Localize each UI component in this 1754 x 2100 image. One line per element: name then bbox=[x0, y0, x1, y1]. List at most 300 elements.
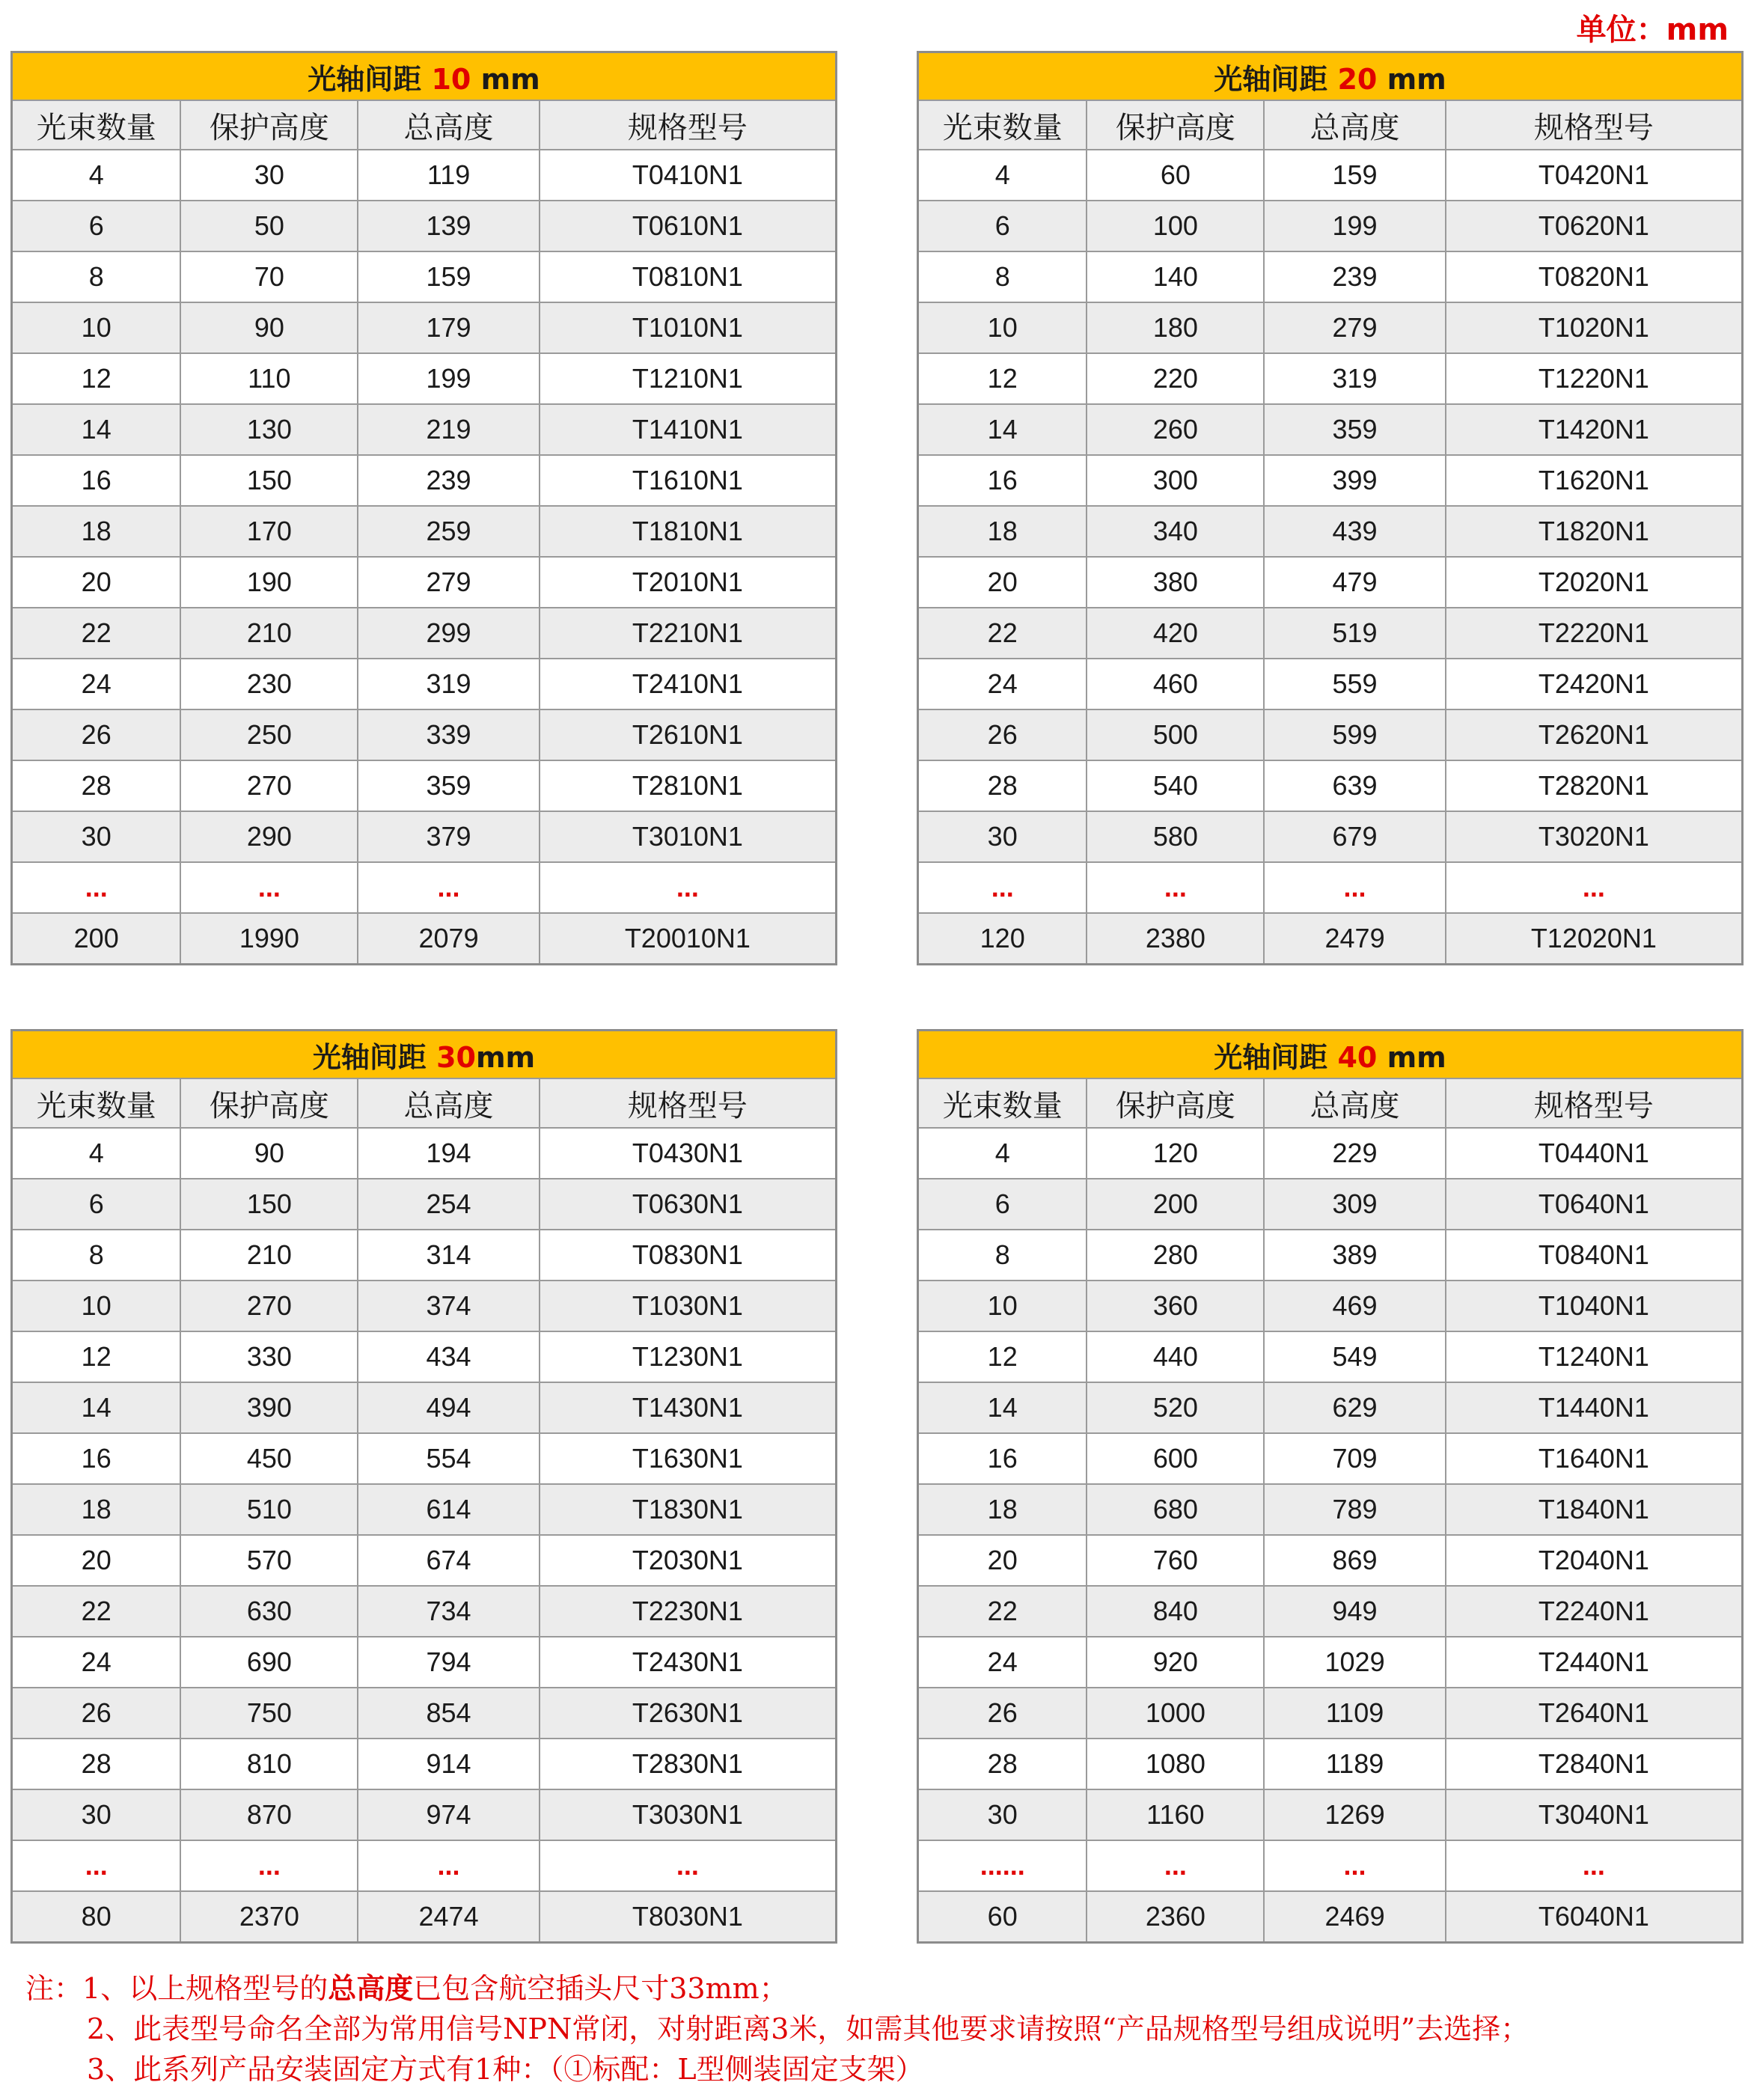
column-header: 保护高度 bbox=[1087, 1078, 1264, 1128]
table-row bbox=[12, 506, 837, 557]
note-1-bold: 总高度 bbox=[328, 1972, 414, 2005]
table-row bbox=[12, 404, 837, 455]
table-cell: T6040N1 bbox=[1446, 1891, 1743, 1943]
title-unit: mm bbox=[1377, 62, 1446, 96]
table-cell: 26 bbox=[12, 709, 181, 760]
table-cell: T1830N1 bbox=[540, 1484, 837, 1535]
table-row bbox=[12, 1637, 837, 1688]
table-cell: 230 bbox=[180, 659, 358, 709]
table-cell: ... bbox=[540, 1840, 837, 1891]
table-cell: 290 bbox=[180, 811, 358, 862]
table-row bbox=[918, 1688, 1743, 1739]
table-cell: 309 bbox=[1264, 1179, 1445, 1230]
table-cell: 16 bbox=[12, 455, 181, 506]
table-row bbox=[12, 1179, 837, 1230]
table-cell: 680 bbox=[1087, 1484, 1264, 1535]
table-row bbox=[12, 1891, 837, 1943]
table-cell: T2210N1 bbox=[540, 608, 837, 659]
table-cell: 374 bbox=[358, 1281, 539, 1331]
table-cell: 8 bbox=[918, 1230, 1087, 1281]
table-title bbox=[918, 52, 1743, 101]
table-cell: T1010N1 bbox=[540, 302, 837, 353]
table-cell: 279 bbox=[358, 557, 539, 608]
table-cell: 2469 bbox=[1264, 1891, 1445, 1943]
table-cell: T1240N1 bbox=[1446, 1331, 1743, 1382]
column-header: 保护高度 bbox=[180, 100, 358, 150]
table-row bbox=[918, 353, 1743, 404]
table-cell: 10 bbox=[12, 302, 181, 353]
table-cell: T1040N1 bbox=[1446, 1281, 1743, 1331]
table-cell: T3030N1 bbox=[540, 1789, 837, 1840]
spec-table-40mm bbox=[917, 1029, 1744, 1944]
table-cell: ... bbox=[12, 1840, 181, 1891]
table-cell: 200 bbox=[1087, 1179, 1264, 1230]
table-cell: 6 bbox=[918, 1179, 1087, 1230]
table-cell: 520 bbox=[1087, 1382, 1264, 1433]
table-cell: 199 bbox=[358, 353, 539, 404]
table-cell: T1030N1 bbox=[540, 1281, 837, 1331]
table-cell: T2830N1 bbox=[540, 1739, 837, 1789]
title-spacing-value: 10 bbox=[431, 62, 471, 96]
title-prefix: 光轴间距 bbox=[312, 1040, 437, 1074]
title-spacing-value: 40 bbox=[1337, 1040, 1378, 1074]
title-prefix: 光轴间距 bbox=[308, 62, 432, 96]
table-cell: 270 bbox=[180, 760, 358, 811]
table-cell: T0630N1 bbox=[540, 1179, 837, 1230]
table-row bbox=[918, 1179, 1743, 1230]
table-cell: 8 bbox=[918, 251, 1087, 302]
note-line-3: 3、此系列产品安装固定方式有1种：（①标配：L型侧装固定支架） bbox=[87, 2053, 924, 2086]
table-row bbox=[918, 1128, 1743, 1179]
table-cell: ... bbox=[358, 1840, 539, 1891]
table-cell: 639 bbox=[1264, 760, 1445, 811]
table-row bbox=[12, 659, 837, 709]
table-row bbox=[918, 1331, 1743, 1382]
table-cell: 190 bbox=[180, 557, 358, 608]
table-cell: 319 bbox=[1264, 353, 1445, 404]
table-cell: 10 bbox=[918, 1281, 1087, 1331]
column-header: 规格型号 bbox=[540, 1078, 837, 1128]
table-cell: 179 bbox=[358, 302, 539, 353]
table-cell: 359 bbox=[358, 760, 539, 811]
table-cell: 450 bbox=[180, 1433, 358, 1484]
column-header: 总高度 bbox=[1264, 100, 1445, 150]
table-cell: T2620N1 bbox=[1446, 709, 1743, 760]
table-row bbox=[918, 862, 1743, 913]
table-cell: 469 bbox=[1264, 1281, 1445, 1331]
table-cell: 1029 bbox=[1264, 1637, 1445, 1688]
table-cell: 440 bbox=[1087, 1331, 1264, 1382]
table-cell: 810 bbox=[180, 1739, 358, 1789]
table-cell: 28 bbox=[918, 1739, 1087, 1789]
table-cell: T1230N1 bbox=[540, 1331, 837, 1382]
table-cell: T2410N1 bbox=[540, 659, 837, 709]
table-cell: T0440N1 bbox=[1446, 1128, 1743, 1179]
table-cell: 60 bbox=[1087, 150, 1264, 201]
table-cell: T2020N1 bbox=[1446, 557, 1743, 608]
table-cell: 2380 bbox=[1087, 913, 1264, 965]
table-row bbox=[12, 1739, 837, 1789]
table-row bbox=[918, 1230, 1743, 1281]
table-cell: 339 bbox=[358, 709, 539, 760]
table-cell: 540 bbox=[1087, 760, 1264, 811]
table-row bbox=[12, 760, 837, 811]
table-row bbox=[12, 1586, 837, 1637]
table-cell: 12 bbox=[12, 353, 181, 404]
table-cell: 500 bbox=[1087, 709, 1264, 760]
table-cell: 554 bbox=[358, 1433, 539, 1484]
title-unit: mm bbox=[471, 62, 540, 96]
table-cell: T1420N1 bbox=[1446, 404, 1743, 455]
table-cell: 90 bbox=[180, 1128, 358, 1179]
title-unit: mm bbox=[475, 1040, 536, 1074]
table-cell: 16 bbox=[918, 1433, 1087, 1484]
table-cell: T2040N1 bbox=[1446, 1535, 1743, 1586]
table-cell: 20 bbox=[12, 1535, 181, 1586]
column-header: 规格型号 bbox=[1446, 1078, 1743, 1128]
note-1-post: 已包含航空插头尺寸33mm； bbox=[413, 1972, 788, 2005]
table-row bbox=[12, 557, 837, 608]
table-cell: 24 bbox=[918, 1637, 1087, 1688]
table-cell: 1189 bbox=[1264, 1739, 1445, 1789]
table-cell: 22 bbox=[12, 608, 181, 659]
table-row bbox=[918, 1586, 1743, 1637]
table-row bbox=[12, 913, 837, 965]
table-row bbox=[12, 1484, 837, 1535]
table-cell: 50 bbox=[180, 201, 358, 251]
title-prefix: 光轴间距 bbox=[1214, 1040, 1338, 1074]
table-cell: 630 bbox=[180, 1586, 358, 1637]
table-cell: 2079 bbox=[358, 913, 539, 965]
table-cell: 219 bbox=[358, 404, 539, 455]
notes bbox=[25, 1968, 1739, 2090]
table-cell: 399 bbox=[1264, 455, 1445, 506]
table-cell: 869 bbox=[1264, 1535, 1445, 1586]
table-cell: 120 bbox=[1087, 1128, 1264, 1179]
table-cell: ... bbox=[1087, 862, 1264, 913]
table-cell: 330 bbox=[180, 1331, 358, 1382]
table-cell: T1430N1 bbox=[540, 1382, 837, 1433]
table-cell: 180 bbox=[1087, 302, 1264, 353]
table-row bbox=[918, 659, 1743, 709]
column-header: 总高度 bbox=[358, 1078, 539, 1128]
note-label: 注： bbox=[25, 1972, 83, 2005]
table-row bbox=[918, 251, 1743, 302]
table-cell: 914 bbox=[358, 1739, 539, 1789]
column-header: 规格型号 bbox=[1446, 100, 1743, 150]
table-cell: T3020N1 bbox=[1446, 811, 1743, 862]
column-header: 总高度 bbox=[358, 100, 539, 150]
table-cell: 1109 bbox=[1264, 1688, 1445, 1739]
table-cell: 519 bbox=[1264, 608, 1445, 659]
table-cell: 239 bbox=[358, 455, 539, 506]
table-cell: 439 bbox=[1264, 506, 1445, 557]
table-cell: 750 bbox=[180, 1688, 358, 1739]
table-row bbox=[918, 150, 1743, 201]
table-cell: 14 bbox=[12, 404, 181, 455]
table-row bbox=[12, 1535, 837, 1586]
table-cell: 30 bbox=[12, 1789, 181, 1840]
note-line-1 bbox=[25, 1968, 1739, 2009]
table-cell: 4 bbox=[918, 1128, 1087, 1179]
table-cell: T2840N1 bbox=[1446, 1739, 1743, 1789]
table-cell: 14 bbox=[918, 404, 1087, 455]
table-cell: T1610N1 bbox=[540, 455, 837, 506]
table-cell: 389 bbox=[1264, 1230, 1445, 1281]
table-cell: 379 bbox=[358, 811, 539, 862]
table-cell: 12 bbox=[12, 1331, 181, 1382]
table-cell: 30 bbox=[918, 811, 1087, 862]
table-cell: 2360 bbox=[1087, 1891, 1264, 1943]
table-cell: 760 bbox=[1087, 1535, 1264, 1586]
table-cell: 70 bbox=[180, 251, 358, 302]
table-cell: T1620N1 bbox=[1446, 455, 1743, 506]
table-cell: 690 bbox=[180, 1637, 358, 1688]
table-row bbox=[12, 862, 837, 913]
table-cell: 280 bbox=[1087, 1230, 1264, 1281]
table-cell: ...... bbox=[918, 1840, 1087, 1891]
table-row bbox=[918, 1840, 1743, 1891]
table-cell: 14 bbox=[918, 1382, 1087, 1433]
column-header: 光束数量 bbox=[12, 1078, 181, 1128]
table-cell: 159 bbox=[358, 251, 539, 302]
table-cell: 6 bbox=[918, 201, 1087, 251]
table-cell: 18 bbox=[12, 1484, 181, 1535]
table-cell: 8 bbox=[12, 1230, 181, 1281]
table-cell: 549 bbox=[1264, 1331, 1445, 1382]
table-cell: T0830N1 bbox=[540, 1230, 837, 1281]
table-row bbox=[12, 1281, 837, 1331]
table-cell: 359 bbox=[1264, 404, 1445, 455]
table-row bbox=[12, 353, 837, 404]
table-cell: T1820N1 bbox=[1446, 506, 1743, 557]
table-cell: 10 bbox=[918, 302, 1087, 353]
table-title bbox=[12, 1031, 837, 1079]
table-cell: T0430N1 bbox=[540, 1128, 837, 1179]
table-cell: ... bbox=[1087, 1840, 1264, 1891]
table-cell: 6 bbox=[12, 1179, 181, 1230]
table-row bbox=[918, 404, 1743, 455]
table-cell: T20010N1 bbox=[540, 913, 837, 965]
table-cell: ... bbox=[180, 862, 358, 913]
table-row bbox=[12, 1382, 837, 1433]
table-cell: 854 bbox=[358, 1688, 539, 1739]
table-cell: 26 bbox=[918, 709, 1087, 760]
table-cell: 789 bbox=[1264, 1484, 1445, 1535]
table-pair-top bbox=[10, 51, 1744, 965]
table-cell: 90 bbox=[180, 302, 358, 353]
table-cell: 250 bbox=[180, 709, 358, 760]
table-row bbox=[12, 1789, 837, 1840]
table-row bbox=[918, 201, 1743, 251]
table-cell: 434 bbox=[358, 1331, 539, 1382]
table-cell: 340 bbox=[1087, 506, 1264, 557]
table-cell: T1020N1 bbox=[1446, 302, 1743, 353]
table-cell: T2810N1 bbox=[540, 760, 837, 811]
table-cell: 24 bbox=[12, 1637, 181, 1688]
unit-label: 单位：mm bbox=[1576, 13, 1729, 47]
table-cell: 100 bbox=[1087, 201, 1264, 251]
table-cell: T2010N1 bbox=[540, 557, 837, 608]
column-header: 规格型号 bbox=[540, 100, 837, 150]
table-cell: 20 bbox=[918, 1535, 1087, 1586]
table-cell: 260 bbox=[1087, 404, 1264, 455]
table-cell: 599 bbox=[1264, 709, 1445, 760]
table-cell: T2820N1 bbox=[1446, 760, 1743, 811]
table-cell: 279 bbox=[1264, 302, 1445, 353]
table-cell: 229 bbox=[1264, 1128, 1445, 1179]
table-cell: 259 bbox=[358, 506, 539, 557]
table-cell: 2370 bbox=[180, 1891, 358, 1943]
table-cell: 16 bbox=[12, 1433, 181, 1484]
table-cell: 1080 bbox=[1087, 1739, 1264, 1789]
title-spacing-value: 20 bbox=[1337, 62, 1378, 96]
table-row bbox=[918, 506, 1743, 557]
table-cell: T2430N1 bbox=[540, 1637, 837, 1688]
table-row bbox=[12, 1688, 837, 1739]
table-cell: 28 bbox=[12, 1739, 181, 1789]
table-cell: 360 bbox=[1087, 1281, 1264, 1331]
title-unit: mm bbox=[1377, 1040, 1446, 1074]
table-row bbox=[12, 201, 837, 251]
table-cell: ... bbox=[12, 862, 181, 913]
table-cell: ... bbox=[180, 1840, 358, 1891]
table-cell: T2220N1 bbox=[1446, 608, 1743, 659]
table-cell: T3010N1 bbox=[540, 811, 837, 862]
table-cell: T2630N1 bbox=[540, 1688, 837, 1739]
table-row bbox=[12, 608, 837, 659]
table-cell: 299 bbox=[358, 608, 539, 659]
table-row bbox=[12, 150, 837, 201]
table-cell: 130 bbox=[180, 404, 358, 455]
table-cell: 22 bbox=[918, 1586, 1087, 1637]
table-cell: T0420N1 bbox=[1446, 150, 1743, 201]
table-cell: T1410N1 bbox=[540, 404, 837, 455]
table-cell: 24 bbox=[918, 659, 1087, 709]
table-row bbox=[918, 1535, 1743, 1586]
table-cell: 22 bbox=[12, 1586, 181, 1637]
table-cell: T0640N1 bbox=[1446, 1179, 1743, 1230]
table-cell: 580 bbox=[1087, 811, 1264, 862]
table-title bbox=[12, 52, 837, 101]
table-row bbox=[918, 760, 1743, 811]
column-header: 保护高度 bbox=[180, 1078, 358, 1128]
column-header: 光束数量 bbox=[12, 100, 181, 150]
table-cell: T1640N1 bbox=[1446, 1433, 1743, 1484]
table-title bbox=[918, 1031, 1743, 1079]
table-cell: 210 bbox=[180, 608, 358, 659]
table-row bbox=[12, 1128, 837, 1179]
note-line-2: 2、此表型号命名全部为常用信号NPN常闭，对射距离3米，如需其他要求请按照“产品规格型号组成说明”去选择； bbox=[87, 2012, 1530, 2045]
table-cell: 210 bbox=[180, 1230, 358, 1281]
table-cell: 4 bbox=[12, 150, 181, 201]
table-cell: 30 bbox=[180, 150, 358, 201]
table-cell: 1269 bbox=[1264, 1789, 1445, 1840]
table-cell: 734 bbox=[358, 1586, 539, 1637]
table-cell: T1840N1 bbox=[1446, 1484, 1743, 1535]
table-row bbox=[918, 1637, 1743, 1688]
table-cell: T12020N1 bbox=[1446, 913, 1743, 965]
table-cell: 920 bbox=[1087, 1637, 1264, 1688]
table-cell: T2230N1 bbox=[540, 1586, 837, 1637]
column-header: 总高度 bbox=[1264, 1078, 1445, 1128]
table-cell: 254 bbox=[358, 1179, 539, 1230]
table-cell: 1160 bbox=[1087, 1789, 1264, 1840]
table-cell: T8030N1 bbox=[540, 1891, 837, 1943]
table-row bbox=[12, 811, 837, 862]
table-row bbox=[12, 1433, 837, 1484]
table-cell: 159 bbox=[1264, 150, 1445, 201]
table-cell: 614 bbox=[358, 1484, 539, 1535]
table-cell: T2420N1 bbox=[1446, 659, 1743, 709]
table-row bbox=[12, 302, 837, 353]
table-cell: T1810N1 bbox=[540, 506, 837, 557]
table-row bbox=[12, 251, 837, 302]
table-cell: 24 bbox=[12, 659, 181, 709]
table-cell: 319 bbox=[358, 659, 539, 709]
table-cell: 239 bbox=[1264, 251, 1445, 302]
table-cell: 2479 bbox=[1264, 913, 1445, 965]
table-cell: T1440N1 bbox=[1446, 1382, 1743, 1433]
table-cell: T0820N1 bbox=[1446, 251, 1743, 302]
table-row bbox=[918, 1789, 1743, 1840]
table-row bbox=[918, 811, 1743, 862]
table-cell: 20 bbox=[12, 557, 181, 608]
table-cell: T2640N1 bbox=[1446, 1688, 1743, 1739]
table-cell: T0410N1 bbox=[540, 150, 837, 201]
table-row bbox=[918, 302, 1743, 353]
table-cell: T3040N1 bbox=[1446, 1789, 1743, 1840]
table-cell: 139 bbox=[358, 201, 539, 251]
table-cell: 20 bbox=[918, 557, 1087, 608]
table-cell: ... bbox=[1446, 862, 1743, 913]
table-row bbox=[918, 1739, 1743, 1789]
table-cell: 16 bbox=[918, 455, 1087, 506]
table-cell: 4 bbox=[918, 150, 1087, 201]
column-header: 光束数量 bbox=[918, 1078, 1087, 1128]
table-row bbox=[918, 709, 1743, 760]
table-cell: 629 bbox=[1264, 1382, 1445, 1433]
table-cell: 794 bbox=[358, 1637, 539, 1688]
table-cell: 28 bbox=[918, 760, 1087, 811]
table-cell: 2474 bbox=[358, 1891, 539, 1943]
table-cell: ... bbox=[358, 862, 539, 913]
column-header: 光束数量 bbox=[918, 100, 1087, 150]
table-cell: 119 bbox=[358, 150, 539, 201]
table-row bbox=[918, 1891, 1743, 1943]
table-cell: ... bbox=[1264, 1840, 1445, 1891]
table-cell: T2030N1 bbox=[540, 1535, 837, 1586]
table-cell: 420 bbox=[1087, 608, 1264, 659]
table-cell: T0620N1 bbox=[1446, 201, 1743, 251]
table-cell: T0840N1 bbox=[1446, 1230, 1743, 1281]
table-cell: 170 bbox=[180, 506, 358, 557]
table-cell: 4 bbox=[12, 1128, 181, 1179]
table-row bbox=[918, 557, 1743, 608]
table-cell: T2240N1 bbox=[1446, 1586, 1743, 1637]
table-row bbox=[918, 455, 1743, 506]
table-cell: 30 bbox=[12, 811, 181, 862]
table-cell: 220 bbox=[1087, 353, 1264, 404]
table-cell: 80 bbox=[12, 1891, 181, 1943]
table-row bbox=[12, 1840, 837, 1891]
table-cell: ... bbox=[918, 862, 1087, 913]
table-cell: 110 bbox=[180, 353, 358, 404]
table-row bbox=[918, 1382, 1743, 1433]
table-row bbox=[918, 1484, 1743, 1535]
table-cell: 840 bbox=[1087, 1586, 1264, 1637]
table-cell: 390 bbox=[180, 1382, 358, 1433]
